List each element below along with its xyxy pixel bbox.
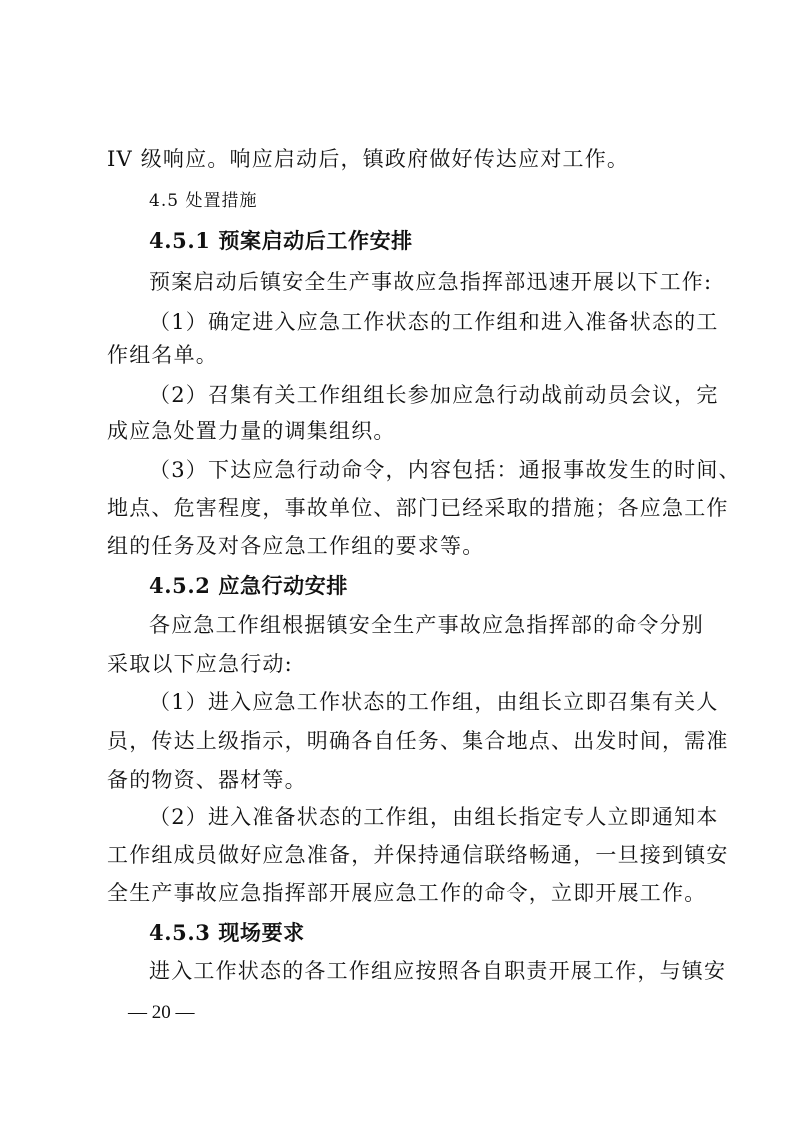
text-line-6: 作组名单。 [107, 343, 218, 367]
text-line-4: 预案启动后镇安全生产事故应急指挥部迅速开展以下工作: [149, 270, 713, 294]
text-line-22: 进入工作状态的各工作组应按照各自职责开展工作，与镇安 [149, 959, 727, 983]
text-line-13: 各应急工作组根据镇安全生产事故应急指挥部的命令分别 [149, 613, 704, 637]
text-line-18: （2）进入准备状态的工作组，由组长指定专人立即通知本 [149, 805, 719, 829]
text-line-5: （1）确定进入应急工作状态的工作组和进入准备状态的工 [149, 310, 719, 334]
text-line-15: （1）进入应急工作状态的工作组，由组长立即召集有关人 [149, 690, 719, 714]
text-line-8: 成应急处置力量的调集组织。 [107, 419, 396, 443]
text-line-19: 工作组成员做好应急准备，并保持通信联络畅通，一旦接到镇安 [107, 843, 729, 867]
text-line-9: （3）下达应急行动命令，内容包括：通报事故发生的时间、 [149, 458, 741, 482]
text-line-10: 地点、危害程度，事故单位、部门已经采取的措施；各应急工作 [107, 496, 729, 520]
text-line-7: （2）召集有关工作组组长参加应急行动战前动员会议，完 [149, 383, 719, 407]
text-line-16: 员，传达上级指示，明确各自任务、集合地点、出发时间，需准 [107, 729, 729, 753]
text-line-17: 备的物资、器材等。 [107, 768, 307, 792]
text-line-1: IV 级响应。响应启动后，镇政府做好传达应对工作。 [107, 147, 630, 171]
section-heading-4-5-3: 4.5.3 现场要求 [149, 920, 305, 945]
text-line-20: 全生产事故应急指挥部开展应急工作的命令，立即开展工作。 [107, 881, 707, 905]
section-heading-4-5: 4.5 处置措施 [149, 191, 258, 211]
text-line-14: 采取以下应急行动: [107, 652, 293, 676]
page-number: — 20 — [128, 1002, 195, 1023]
section-heading-4-5-1: 4.5.1 预案启动后工作安排 [149, 228, 413, 253]
section-heading-4-5-2: 4.5.2 应急行动安排 [149, 573, 348, 598]
text-line-11: 组的任务及对各应急工作组的要求等。 [107, 534, 485, 558]
